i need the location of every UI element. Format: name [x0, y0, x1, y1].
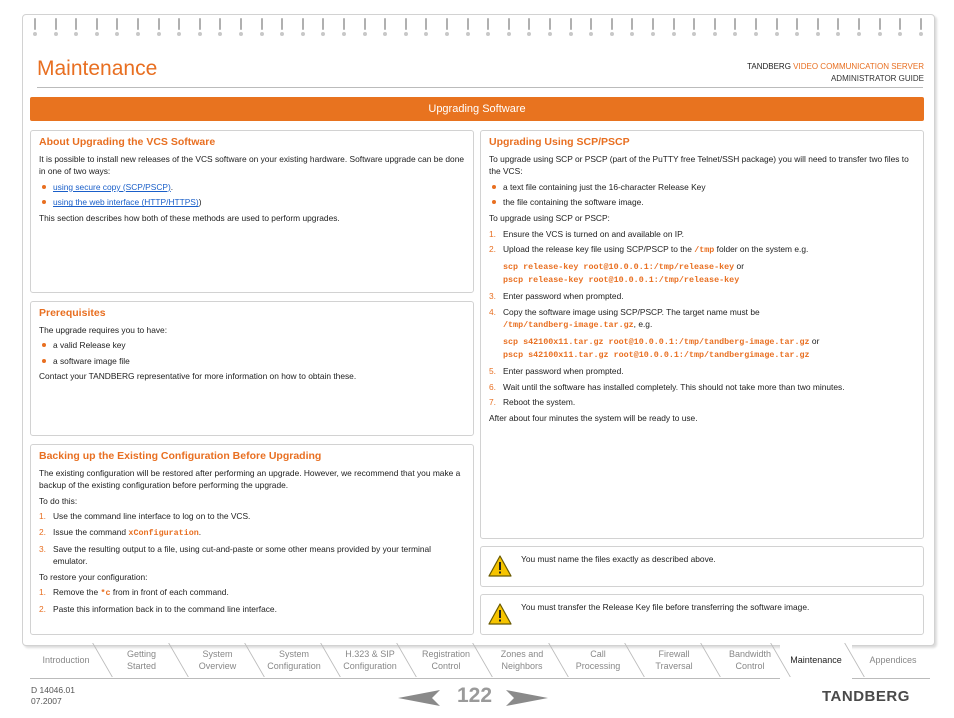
warning-text: You must transfer the Release Key file before transferring the software image. — [521, 602, 810, 612]
step-text: Reboot the system. — [503, 397, 576, 408]
binder-rings — [22, 14, 933, 36]
page-title: Maintenance — [37, 57, 158, 80]
binder-ring — [487, 18, 489, 30]
step-number: 4. — [489, 306, 496, 317]
backup-intro: The existing configuration will be restored after performing an upgrade. However, we recommend that you make a backup of the existing configuration before performing the upgrade. — [39, 467, 461, 491]
tab-label: Neighbors — [501, 661, 543, 671]
warning-triangle-icon — [488, 555, 512, 577]
tab-registration-control[interactable] — [408, 641, 484, 679]
binder-ring — [219, 18, 221, 30]
binder-ring — [755, 18, 757, 30]
binder-ring — [776, 18, 778, 30]
binder-ring — [508, 18, 510, 30]
binder-ring — [631, 18, 633, 30]
step-number: 6. — [489, 381, 496, 392]
tab-label: System — [278, 649, 309, 659]
step-text: from in front of each command. — [110, 587, 229, 598]
tab-firewall-traversal[interactable] — [636, 641, 712, 679]
scp-method-link[interactable]: using secure copy (SCP/PSCP) — [53, 181, 171, 192]
step-number: 3. — [489, 290, 496, 301]
binder-ring — [879, 18, 881, 30]
binder-ring — [96, 18, 98, 30]
binder-ring — [116, 18, 118, 30]
binder-ring — [137, 18, 139, 30]
tab-h323-sip-configuration[interactable] — [332, 641, 408, 679]
tab-label: Zones and — [500, 649, 544, 659]
tab-label: Introduction — [42, 655, 90, 665]
command-code: pscp release-key root@10.0.0.1:/tmp/release-key — [503, 275, 740, 286]
tab-maintenance[interactable] — [780, 641, 852, 679]
tab-call-processing[interactable] — [560, 641, 636, 679]
warning-triangle-icon — [488, 603, 512, 625]
step-text: Save the resulting output to a file, using cut-and-paste or some other means provided by your terminal emulator. — [53, 543, 432, 567]
step-number: 3. — [39, 543, 46, 554]
step — [489, 365, 915, 378]
tab-label: Bandwidth — [728, 649, 772, 659]
or-text: or — [809, 335, 820, 346]
step — [39, 586, 465, 600]
step-number: 2. — [39, 526, 46, 537]
tab-zones-and-neighbors[interactable] — [484, 641, 560, 679]
step-number: 2. — [39, 603, 46, 614]
prereq-heading: Prerequisites — [39, 307, 106, 319]
tab-system-configuration[interactable] — [256, 641, 332, 679]
binder-ring — [199, 18, 201, 30]
header-rule — [37, 87, 923, 88]
binder-ring — [158, 18, 160, 30]
tab-label: Control — [431, 661, 461, 671]
step — [39, 543, 465, 568]
doc-id: D 14046.01 — [31, 685, 75, 695]
scp-upgrade-box — [480, 130, 924, 539]
list-item: a valid Release key — [39, 339, 465, 352]
step-text: Wait until the software has installed completely. This should not take more than two minutes. — [503, 381, 845, 392]
command-code: scp release-key root@10.0.0.1:/tmp/release-key — [503, 261, 735, 272]
tab-appendices[interactable] — [858, 641, 928, 679]
step — [489, 290, 915, 303]
scp-intro: To upgrade using SCP or PSCP (part of the PuTTY free Telnet/SSH package) you will need to transfer two files to the VCS: — [489, 153, 909, 177]
binder-ring — [796, 18, 798, 30]
binder-ring — [734, 18, 736, 30]
list-item: the file containing the software image. — [489, 196, 915, 209]
command-code: xConfiguration — [128, 527, 199, 538]
step — [489, 396, 915, 409]
binder-ring — [714, 18, 716, 30]
binder-ring — [261, 18, 263, 30]
arrow-right-icon[interactable] — [506, 690, 548, 706]
backup-todo: To do this: — [39, 495, 78, 506]
prerequisites-box — [30, 301, 474, 436]
binder-ring — [652, 18, 654, 30]
step-text: , e.g. — [633, 319, 653, 330]
about-intro: It is possible to install new releases of the VCS software on your existing hardware. Software upgrade can be done in one of two ways: — [39, 153, 465, 177]
binder-ring — [34, 18, 36, 30]
binder-ring — [343, 18, 345, 30]
guide-brand: TANDBERG — [747, 62, 791, 71]
binder-ring — [899, 18, 901, 30]
binder-ring — [817, 18, 819, 30]
step-text: Upload the release key file using SCP/PSCP to the — [503, 244, 695, 255]
tab-system-overview[interactable] — [180, 641, 255, 679]
about-outro: This section describes how both of these methods are used to perform upgrades. — [39, 212, 340, 223]
binder-ring — [281, 18, 283, 30]
binder-ring — [322, 18, 324, 30]
binder-ring — [384, 18, 386, 30]
step-text: Remove the — [53, 587, 101, 598]
step — [39, 510, 465, 523]
command-code: pscp s42100x11.tar.gz root@10.0.0.1:/tmp/tandbergimage.tar.gz — [503, 350, 810, 361]
step-text: . — [198, 526, 202, 537]
arrow-left-icon[interactable] — [398, 690, 440, 706]
step-number: 1. — [39, 511, 46, 522]
binder-ring — [467, 18, 469, 30]
link-suffix: . — [170, 181, 174, 192]
or-text: or — [734, 260, 744, 271]
binder-ring — [364, 18, 366, 30]
step — [489, 381, 915, 394]
command-line — [503, 335, 915, 362]
scp-todo: To upgrade using SCP or PSCP: — [489, 212, 610, 223]
tab-label: Configuration — [343, 661, 397, 671]
step — [39, 526, 465, 540]
command-code: /tmp — [694, 245, 715, 256]
tab-label: Appendices — [869, 655, 917, 665]
tab-label: Getting — [126, 649, 157, 659]
guide-type: ADMINISTRATOR GUIDE — [830, 74, 924, 83]
binder-ring — [446, 18, 448, 30]
step-text: Copy the software image using SCP/PSCP. The target name must be — [503, 306, 760, 317]
binder-ring — [590, 18, 592, 30]
warning-note — [480, 594, 924, 635]
backup-heading: Backing up the Existing Configuration Before Upgrading — [39, 450, 322, 462]
backup-config-box — [30, 444, 474, 635]
binder-ring — [405, 18, 407, 30]
list-item: a text file containing just the 16-character Release Key — [489, 181, 915, 194]
scp-outro: After about four minutes the system will be ready to use. — [489, 412, 698, 423]
binder-ring — [549, 18, 551, 30]
command-code: /tmp/tandberg-image.tar.gz — [503, 320, 634, 331]
tab-getting-started[interactable] — [104, 641, 179, 679]
step-text: Ensure the VCS is turned on and available on IP. — [503, 228, 684, 239]
doc-date: 07.2007 — [31, 696, 62, 706]
list-item — [39, 181, 465, 194]
guide-header — [747, 61, 924, 85]
tab-label: Firewall — [658, 649, 690, 659]
command-code: *c — [100, 588, 111, 599]
binder-ring — [858, 18, 860, 30]
web-method-link[interactable]: using the web interface (HTTP/HTTPS) — [53, 197, 199, 208]
prereq-outro: Contact your TANDBERG representative for more information on how to obtain these. — [39, 371, 357, 382]
about-heading: About Upgrading the VCS Software — [39, 136, 216, 148]
binder-ring — [673, 18, 675, 30]
step — [489, 228, 915, 241]
tab-bandwidth-control[interactable] — [712, 641, 788, 679]
chapter-tabs — [30, 641, 930, 679]
binder-ring — [178, 18, 180, 30]
tab-label: Control — [735, 661, 765, 671]
step-number: 1. — [489, 228, 496, 239]
step-text: Enter password when prompted. — [503, 290, 624, 301]
step-number: 1. — [39, 587, 46, 598]
doc-info — [31, 685, 75, 707]
binder-ring — [920, 18, 922, 30]
command-line — [503, 260, 915, 287]
step-text: Use the command line interface to log on to the VCS. — [53, 511, 251, 522]
tab-label: Maintenance — [790, 655, 842, 665]
binder-ring — [837, 18, 839, 30]
guide-product: VIDEO COMMUNICATION SERVER — [793, 62, 924, 71]
step-number: 5. — [489, 365, 496, 376]
section-banner: Upgrading Software — [30, 97, 924, 121]
tab-label: Started — [126, 661, 157, 671]
page-number: 122 — [457, 684, 493, 707]
tab-label: Processing — [575, 661, 621, 671]
tandberg-logo: TANDBERG — [822, 688, 910, 705]
binder-ring — [302, 18, 304, 30]
scp-heading: Upgrading Using SCP/PSCP — [489, 136, 630, 148]
binder-ring — [693, 18, 695, 30]
tab-label: H.323 & SIP — [345, 649, 395, 659]
step-number: 2. — [489, 244, 496, 255]
tab-label: Registration — [421, 649, 471, 659]
prereq-intro: The upgrade requires you to have: — [39, 324, 168, 335]
step-text: Issue the command — [53, 526, 129, 537]
link-suffix: ) — [198, 197, 202, 208]
restore-intro: To restore your configuration: — [39, 571, 148, 582]
list-item: a software image file — [39, 355, 465, 368]
binder-ring — [425, 18, 427, 30]
step-text: Enter password when prompted. — [503, 365, 624, 376]
tab-label: Configuration — [267, 661, 321, 671]
binder-ring — [240, 18, 242, 30]
binder-ring — [570, 18, 572, 30]
step — [489, 306, 915, 332]
binder-ring — [611, 18, 613, 30]
step-text: folder on the system e.g. — [714, 244, 809, 255]
binder-ring — [55, 18, 57, 30]
tab-label: Traversal — [655, 661, 693, 671]
binder-ring — [528, 18, 530, 30]
command-code: scp s42100x11.tar.gz root@10.0.0.1:/tmp/tandberg-image.tar.gz — [503, 336, 810, 347]
step-text: Paste this information back in to the command line interface. — [53, 603, 277, 614]
step — [489, 243, 915, 257]
binder-ring — [75, 18, 77, 30]
warning-text: You must name the files exactly as described above. — [521, 554, 716, 564]
tab-introduction[interactable] — [30, 641, 102, 679]
tab-label: Overview — [198, 661, 237, 671]
about-upgrading-box — [30, 130, 474, 293]
warning-note — [480, 546, 924, 587]
tab-label: System — [202, 649, 233, 659]
step-number: 7. — [489, 397, 496, 408]
tab-label: Call — [590, 649, 606, 659]
list-item — [39, 196, 465, 209]
step — [39, 603, 465, 616]
